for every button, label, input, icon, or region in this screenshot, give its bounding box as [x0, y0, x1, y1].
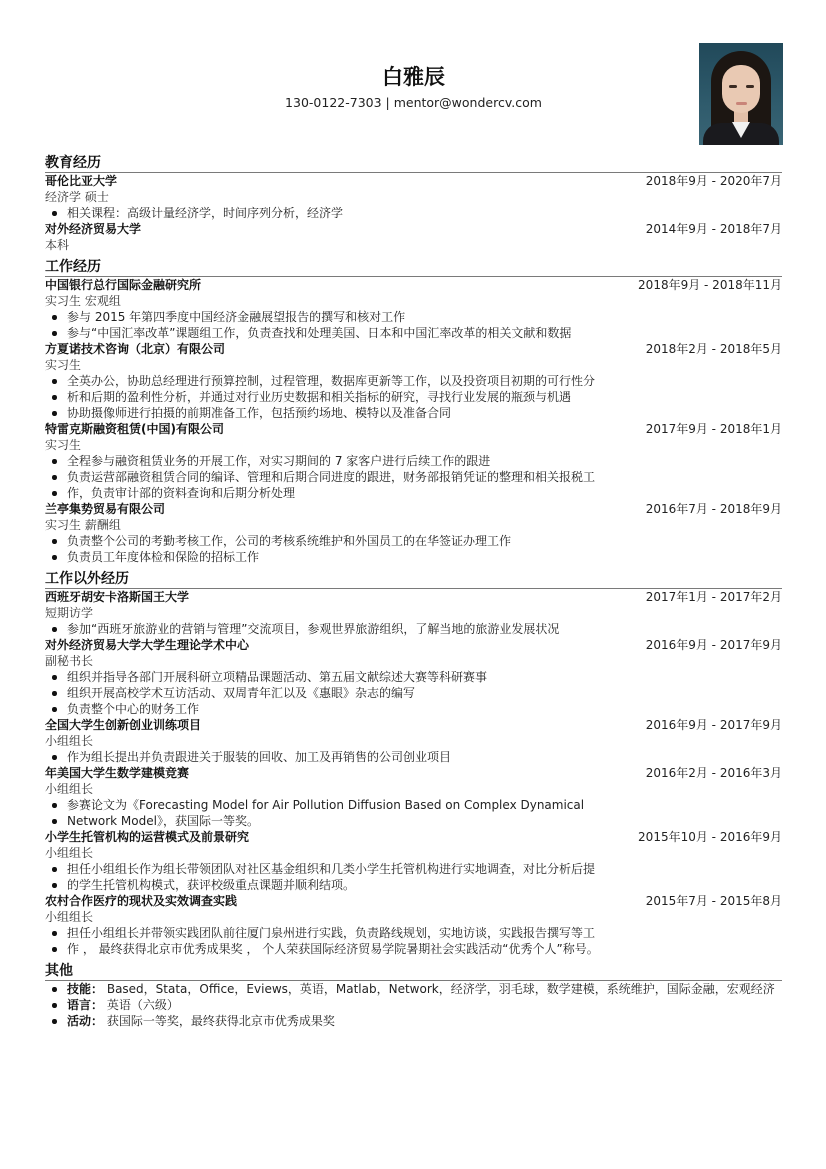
entry-role: 实习生 宏观组: [45, 294, 121, 308]
entry-org: 兰亭集势贸易有限公司: [45, 502, 166, 516]
bullet-item: 参与 2015 年第四季度中国经济金融展望报告的撰写和核对工作: [45, 309, 782, 325]
activity-label: 活动：: [67, 1014, 104, 1028]
bullet-item: 担任小组组长并带领实践团队前往厦门泉州进行实践，负责路线规划，实地访谈，实践报告撰写等工: [45, 925, 782, 941]
entry-org: 全国大学生创新创业训练项目: [45, 718, 202, 732]
entry-date: 2018年2月 - 2018年5月: [645, 342, 782, 356]
bullet-item: 组织开展高校学术互访活动、双周青年汇以及《惠眼》杂志的编写: [45, 685, 782, 701]
bullet-item: 组织并指导各部门开展科研立项精品课题活动、第五届文献综述大赛等科研赛事: [45, 669, 782, 685]
bullet-item: 参与“中国汇率改革”课题组工作，负责查找和处理美国、日本和中国汇率改革的相关文献和数据: [45, 325, 782, 341]
activity-entry: [45, 589, 782, 637]
entry-role: 小组组长: [45, 734, 94, 748]
entry-role: 实习生 薪酬组: [45, 518, 121, 532]
language-label: 语言：: [67, 998, 104, 1012]
entry-role: 实习生: [45, 438, 82, 452]
bullet-item: 作，负责审计部的资料查询和后期分析处理: [45, 485, 782, 501]
entry-date: 2015年10月 - 2016年9月: [638, 830, 782, 844]
entry-date: 2016年7月 - 2018年9月: [645, 502, 782, 516]
activity-entry: [45, 637, 782, 717]
section-title-extracurricular: 工作以外经历: [45, 571, 782, 589]
entry-role: 经济学 硕士: [45, 190, 109, 204]
bullet-item: 作为组长提出并负责跟进关于服装的回收、加工及再销售的公司创业项目: [45, 749, 782, 765]
bullet-item: 协助摄像师进行拍摄的前期准备工作，包括预约场地、模特以及准备合同: [45, 405, 782, 421]
language-item: [45, 997, 782, 1013]
entry-role: 本科: [45, 238, 70, 252]
activity-entry: [45, 829, 782, 893]
skills-label: 技能：: [67, 982, 104, 996]
bullet-item: 的学生托管机构模式，获评校级重点课题并顺利结项。: [45, 877, 782, 893]
bullet-item: 析和后期的盈利性分析，并通过对行业历史数据和相关指标的研究，寻找行业发展的瓶颈与机遇: [45, 389, 782, 405]
language-text: 英语（六级）: [103, 998, 179, 1012]
work-entry: [45, 421, 782, 501]
resume-header: [45, 63, 782, 112]
entry-org: 对外经济贸易大学: [45, 222, 142, 236]
education-entry: [45, 221, 782, 253]
bullet-item: 相关课程：高级计量经济学，时间序列分析，经济学: [45, 205, 782, 221]
entry-date: 2017年9月 - 2018年1月: [645, 422, 782, 436]
resume-content: [45, 150, 782, 1029]
bullet-item: 负责整个公司的考勤考核工作，公司的考核系统维护和外国员工的在华签证办理工作: [45, 533, 782, 549]
entry-date: 2016年9月 - 2017年9月: [645, 718, 782, 732]
entry-date: 2015年7月 - 2015年8月: [645, 894, 782, 908]
skills-item: [45, 981, 782, 997]
bullet-item: 作 ， 最终获得北京市优秀成果奖 ， 个人荣获国际经济贸易学院暑期社会实践活动“优秀个人”称号。: [45, 941, 782, 957]
education-entry: [45, 173, 782, 221]
entry-org: 中国银行总行国际金融研究所: [45, 278, 202, 292]
entry-org: 方夏诺技术咨询（北京）有限公司: [45, 342, 226, 356]
entry-org: 农村合作医疗的现状及实效调查实践: [45, 894, 238, 908]
activity-text: 获国际一等奖，最终获得北京市优秀成果奖: [103, 1014, 335, 1028]
bullet-item: Network Model》，获国际一等奖。: [45, 813, 782, 829]
entry-org: 小学生托管机构的运营模式及前景研究: [45, 830, 250, 844]
section-title-work: 工作经历: [45, 259, 782, 277]
entry-date: 2018年9月 - 2018年11月: [638, 278, 782, 292]
section-title-other: 其他: [45, 963, 782, 981]
entry-role: 实习生: [45, 358, 82, 372]
entry-org: 特雷克斯融资租赁(中国)有限公司: [45, 422, 224, 436]
entry-date: 2018年9月 - 2020年7月: [645, 174, 782, 188]
activity-entry: [45, 765, 782, 829]
entry-org: 对外经济贸易大学大学生理论学术中心: [45, 638, 250, 652]
entry-org: 年美国大学生数学建模竞赛: [45, 766, 190, 780]
work-entry: [45, 501, 782, 565]
activity-entry: [45, 893, 782, 957]
bullet-item: 负责员工年度体检和保险的招标工作: [45, 549, 782, 565]
section-title-education: 教育经历: [45, 155, 782, 173]
work-entry: [45, 277, 782, 341]
skills-text: Based，Stata，Office，Eviews，英语，Matlab，Network，经济学，羽毛球，数学建模，系统维护，国际金融，宏观经济: [103, 982, 775, 996]
entry-role: 小组组长: [45, 782, 94, 796]
entry-date: 2017年1月 - 2017年2月: [645, 590, 782, 604]
activity-entry: [45, 717, 782, 765]
bullet-item: 全英办公，协助总经理进行预算控制，过程管理，数据库更新等工作，以及投资项目初期的可行性分: [45, 373, 782, 389]
bullet-item: 全程参与融资租赁业务的开展工作，对实习期间的 7 家客户进行后续工作的跟进: [45, 453, 782, 469]
entry-role: 小组组长: [45, 910, 94, 924]
entry-date: 2014年9月 - 2018年7月: [645, 222, 782, 236]
contact-info: 130-0122-7303 | mentor@wondercv.com: [285, 95, 542, 110]
bullet-item: 担任小组组长作为组长带领团队对社区基金组织和几类小学生托管机构进行实地调查，对比分析后提: [45, 861, 782, 877]
candidate-name: 白雅辰: [382, 65, 445, 89]
entry-role: 小组组长: [45, 846, 94, 860]
activity-item: [45, 1013, 782, 1029]
entry-org: 西班牙胡安卡洛斯国王大学: [45, 590, 190, 604]
other-list: [45, 981, 782, 1029]
entry-date: 2016年2月 - 2016年3月: [645, 766, 782, 780]
entry-role: 副秘书长: [45, 654, 94, 668]
entry-date: 2016年9月 - 2017年9月: [645, 638, 782, 652]
bullet-item: 参赛论文为《Forecasting Model for Air Pollution Diffusion Based on Complex Dynamical: [45, 797, 782, 813]
bullet-item: 负责整个中心的财务工作: [45, 701, 782, 717]
entry-org: 哥伦比亚大学: [45, 174, 118, 188]
work-entry: [45, 341, 782, 421]
bullet-item: 负责运营部融资租赁合同的编译、管理和后期合同进度的跟进，财务部报销凭证的整理和相关报税工: [45, 469, 782, 485]
bullet-item: 参加“西班牙旅游业的营销与管理”交流项目，参观世界旅游组织，了解当地的旅游业发展状况: [45, 621, 782, 637]
entry-role: 短期访学: [45, 606, 94, 620]
portrait-photo: [699, 43, 783, 145]
